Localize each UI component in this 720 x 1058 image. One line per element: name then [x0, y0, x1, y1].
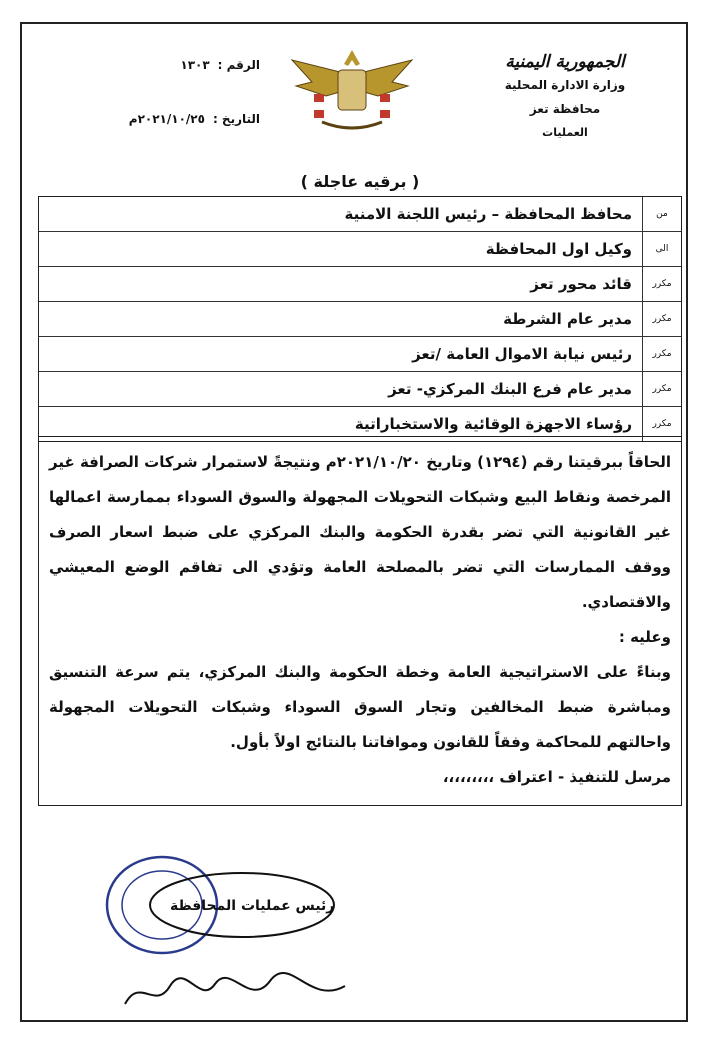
- number-value: ١٣٠٣: [180, 58, 210, 72]
- letterhead: [480, 52, 650, 139]
- routing-row: [39, 267, 681, 302]
- department-name: العمليات: [542, 126, 588, 139]
- routing-label: مكرر: [642, 407, 681, 441]
- signatory-title: رئيس عمليات المحافظة: [170, 898, 335, 914]
- routing-label: مكرر: [642, 337, 681, 371]
- date-label: التاريخ :: [212, 112, 260, 126]
- routing-label: من: [642, 197, 681, 231]
- ministry-name: وزارة الادارة المحلية: [504, 78, 626, 92]
- routing-label: الى: [642, 232, 681, 266]
- reference-block: [80, 58, 260, 166]
- body-paragraph-therefore: وعليه :: [618, 628, 671, 646]
- routing-label: مكرر: [642, 372, 681, 406]
- routing-value: مدير عام فرع البنك المركزي- تعز: [388, 380, 632, 398]
- routing-label: مكرر: [642, 302, 681, 336]
- republic-name: الجمهورية اليمنية: [505, 52, 625, 72]
- governorate-name: محافظة تعز: [529, 102, 601, 116]
- routing-label: مكرر: [642, 267, 681, 301]
- number-label: الرقم :: [217, 58, 260, 72]
- body-paragraph-intro: الحاقاً ببرقيتنا رقم (١٢٩٤) وتاريخ ٢٠٢١/١٠/٢٠م ونتيجةً لاستمرار شركات الصرافة غير المرخصة ونقاط البيع وشبكات التحويلات المجهولة والسوق السوداء بممارسة اعمالها غير القانونية التي تضر بقدرة الحكومة والبنك المركزي على ضبط اسعار الصرف ووقف الممارسات التي تضر بالمصلحة العامة وتؤدي الى تفاقم الوضع المعيشي والاقتصادي.: [49, 453, 672, 611]
- routing-row: [39, 197, 681, 232]
- body-paragraph-closing: مرسل للتنفيذ - اعتراف ،،،،،،،،،: [442, 768, 671, 786]
- document-title: ( برقيه عاجلة ): [300, 172, 420, 191]
- routing-value: مدير عام الشرطة: [503, 310, 632, 328]
- coat-of-arms-icon: [282, 42, 422, 142]
- routing-value: محافظ المحافظة – رئيس اللجنة الامنية: [344, 205, 632, 223]
- routing-value: رئيس نيابة الاموال العامة /تعز: [412, 345, 632, 363]
- routing-row: [39, 302, 681, 337]
- routing-table: [38, 196, 682, 442]
- routing-row: [39, 337, 681, 372]
- routing-row: [39, 372, 681, 407]
- body-paragraph-directive: وبناءً على الاستراتيجية العامة وخطة الحكومة والبنك المركزي، يتم سرعة التنسيق ومباشرة ضبط المخالفين وتجار السوق السوداء وشبكات التحويلات المجهولة واحالتهم للمحاكمة وفقاً للقانون وموافاتنا بالنتائج اولاً بأول.: [49, 663, 671, 751]
- routing-value: قائد محور تعز: [530, 275, 632, 293]
- message-body: [38, 436, 682, 806]
- handwritten-signature-date: [120, 966, 350, 1016]
- routing-value: وكيل اول المحافظة: [485, 240, 632, 258]
- routing-row: [39, 232, 681, 267]
- date-value: ٢٠٢١/١٠/٢٥م: [128, 112, 205, 126]
- routing-value: رؤساء الاجهزة الوقائية والاستخباراتية: [354, 415, 632, 433]
